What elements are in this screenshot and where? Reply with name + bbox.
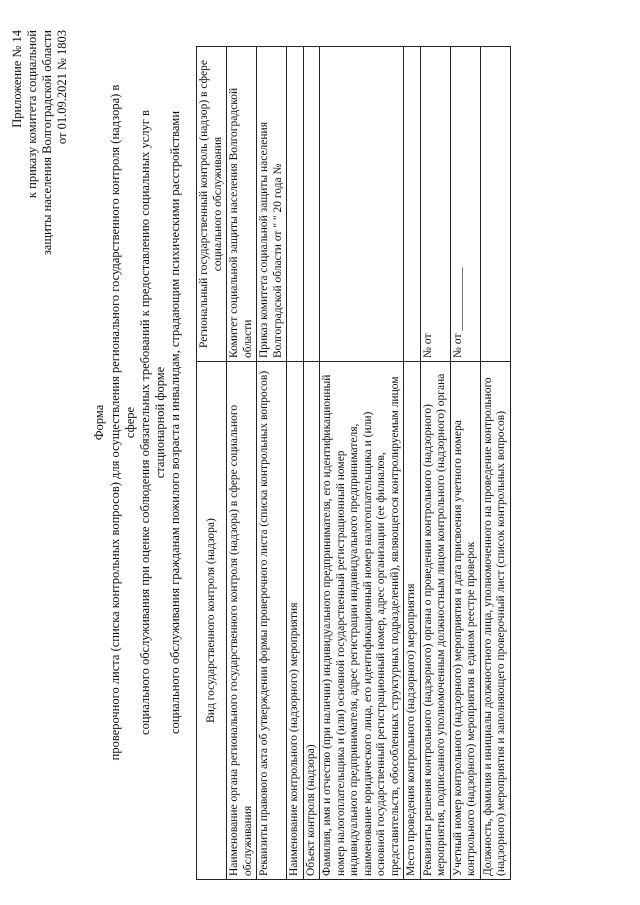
table-row [420,47,450,880]
row-value: № от [420,47,450,362]
form-title: Форма [92,404,106,441]
header-cell-control-type: Вид государственного контроля (надзора) [197,362,227,880]
row-label: Наименование органа регионального государственного контроля (надзора) в сфере социального обслуживания [227,362,257,880]
appendix-line: от 01.09.2021 № 1803 [55,30,69,145]
row-label: Реквизиты правового акта об утверждении формы проверочного листа (списка контрольных вопросов) [257,362,287,880]
row-value: Комитет социальной защиты населения Волгоградской области [227,47,257,362]
table-row [227,47,257,880]
row-value: Приказ комитета социальной защиты населения Волгоградской области от " " 20 года № [257,47,287,362]
row-value [404,47,421,362]
row-value: № от ___________ [450,47,480,362]
table-row [257,47,287,880]
row-value [287,47,304,362]
table-row [480,47,510,880]
row-label: Объект контроля (надзора) [303,362,320,880]
row-label: Фамилия, имя и отчество (при наличии) индивидуального предпринимателя, его идентификационный номер налогоплательщика и (или) основной государственный регистрационный номер индивидуального предпринимателя, адрес регистрации индивидуального предпринимателя, наименование юридического лица, его идентификационный номер налогоплательщика и (или) основной государственный регистрационный номер, адрес организации (ее филиалов, представительств, обособленных структурных подразделений), являющегося контролируемым лицом [320,362,404,880]
checklist-table [196,46,511,880]
table-row [303,47,320,880]
row-value [303,47,320,362]
table-row [320,47,404,880]
form-heading [92,80,183,765]
row-label: Наименование контрольного (надзорного) мероприятия [287,362,304,880]
table-row [287,47,304,880]
form-heading-line: социального обслуживания гражданам пожилого возраста и инвалидам, страдающим психическими расстройствами [168,110,182,735]
table-header-row [197,47,227,880]
appendix-line: защиты населения Волгоградской области [40,30,54,256]
form-heading-line: социального обслуживания при оценке соблюдения обязательных требований к предоставлению социальных услуг в стационарной форме [138,110,167,735]
table-row [450,47,480,880]
row-label: Должность, фамилия и инициалы должностного лица, уполномоченного на проведение контрольного (надзорного) мероприятия и заполняющего проверочный лист (список контрольных вопросов) [480,362,510,880]
header-cell-control-value: Региональный государственный контроль (надзор) в сфере социального обслуживания [197,47,227,362]
form-heading-line: проверочного листа (списка контрольных вопросов) для осуществления регионального государственного контроля (надзора) в сфере [108,84,137,761]
row-label: Учетный номер контрольного (надзорного) мероприятия и дата присвоения учетного номера контрольного (надзорного) мероприятия в едином реестре проверок [450,362,480,880]
appendix-block [10,30,70,255]
row-value [320,47,404,362]
appendix-line: Приложение № 14 [10,30,24,128]
table-row [404,47,421,880]
row-label: Место проведения контрольного (надзорного) мероприятия [404,362,421,880]
row-value [480,47,510,362]
appendix-line: к приказу комитета социальной [25,30,39,199]
row-label: Реквизиты решения контрольного (надзорного) органа о проведении контрольного (надзорного) мероприятия, подписанного уполномоченным должностным лицом контрольного (надзорного) органа [420,362,450,880]
